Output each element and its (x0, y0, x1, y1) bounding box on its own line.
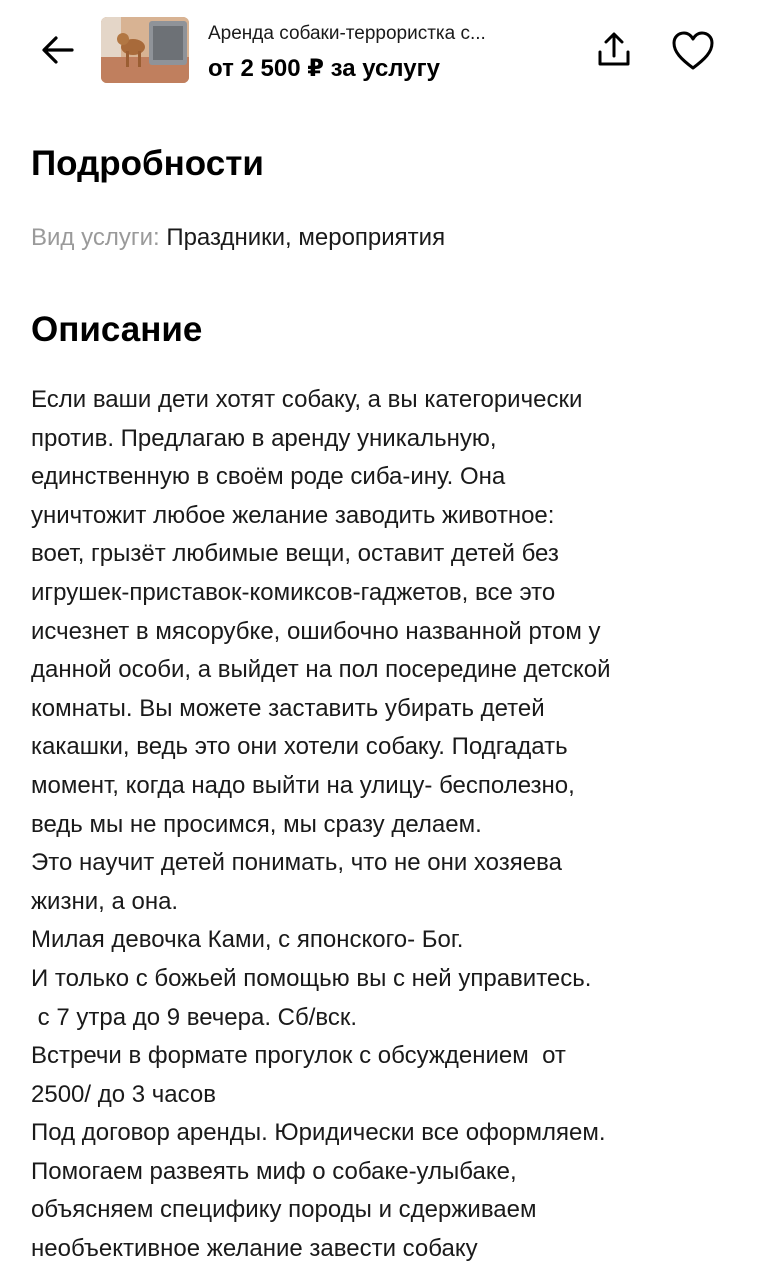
favorite-button[interactable] (670, 28, 716, 72)
description-line: объясняем специфику породы и сдерживаем (31, 1196, 537, 1224)
listing-title: Аренда собаки-террористка с... (208, 23, 486, 44)
description-line: Если ваши дети хотят собаку, а вы категорически (31, 386, 583, 413)
description-heading: Описание (31, 310, 203, 349)
description-line: воет, грызёт любимые вещи, оставит детей без (31, 540, 559, 568)
details-heading: Подробности (31, 144, 264, 183)
description-line: Встречи в формате прогулок с обсуждением от (31, 1042, 566, 1070)
description-line: игрушек-приставок-комиксов-гаджетов, все это (31, 578, 556, 606)
description-line: Милая девочка Ками, с японского- Бог. (31, 926, 464, 954)
description-line: данной особи, а выйдет на пол посередине детской (31, 656, 611, 684)
description-line: с 7 утра до 9 вечера. Сб/вск. (31, 1003, 358, 1031)
heart-icon (670, 28, 716, 72)
description-line: уничтожит любое желание заводить животное: (31, 501, 555, 529)
description-line: ведь мы не просимся, мы сразу делаем. (31, 810, 482, 838)
description-line: И только с божьей помощью вы с ней управитесь. (31, 964, 592, 992)
description-text (31, 381, 746, 1269)
share-button[interactable] (594, 30, 634, 70)
description-line: Это научит детей понимать, что не они хозяева (31, 849, 562, 877)
app-header (0, 0, 759, 100)
description-line: жизни, а она. (31, 887, 179, 915)
description-line: момент, когда надо выйти на улицу- бесполезно, (31, 771, 575, 799)
service-type-label: Вид услуги: (31, 224, 160, 251)
description-line: Под договор аренды. Юридически все оформляем. (31, 1119, 606, 1147)
service-type-value: Праздники, мероприятия (166, 224, 446, 251)
description-line: комнаты. Вы можете заставить убирать детей (31, 694, 545, 722)
listing-thumbnail[interactable] (101, 17, 189, 83)
service-type-row (31, 222, 445, 254)
arrow-left-icon (38, 30, 78, 70)
description-line: какашки, ведь это они хотели собаку. Подгадать (31, 733, 568, 761)
back-button[interactable] (38, 30, 78, 70)
description-line: единственную в своём роде сиба-ину. Она (31, 463, 506, 491)
description-line: против. Предлагаю в аренду уникальную, (31, 424, 497, 452)
listing-price: от 2 500 ₽ за услугу (208, 55, 440, 82)
description-line: 2500/ до 3 часов (31, 1080, 216, 1108)
description-line: Помогаем развеять миф о собаке-улыбаке, (31, 1157, 517, 1185)
dog-photo-thumbnail (101, 17, 189, 83)
share-icon (594, 30, 634, 70)
description-line: необъективное желание завести собаку (31, 1235, 478, 1263)
description-line: исчезнет в мясорубке, ошибочно названной ртом у (31, 617, 601, 645)
